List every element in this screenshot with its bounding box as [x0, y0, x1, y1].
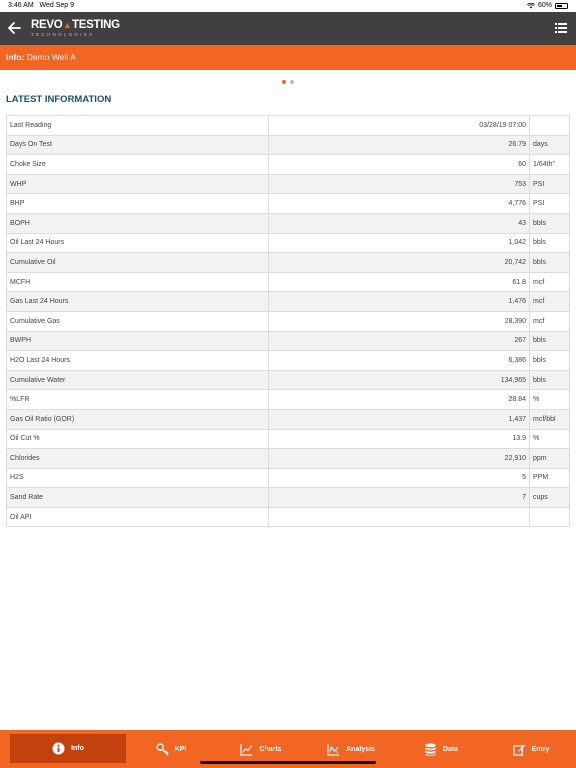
table-row [7, 213, 570, 233]
row-label: Cumulative Water [7, 370, 269, 390]
row-unit: PSI [530, 174, 570, 194]
table-row [7, 390, 570, 410]
row-value: 20,742 [268, 253, 530, 273]
row-value: 267 [268, 331, 530, 351]
row-label: WHP [7, 174, 269, 194]
edit-icon [513, 743, 526, 756]
battery-icon [555, 3, 568, 9]
row-label: BOPH [7, 213, 269, 233]
tab-data[interactable] [396, 730, 486, 768]
row-label: H2O Last 24 Hours [7, 351, 269, 371]
row-label: Chlorides [7, 449, 269, 469]
tab-label: KPI [174, 745, 187, 753]
row-value [268, 507, 530, 527]
row-unit: % [530, 390, 570, 410]
home-indicator [200, 761, 376, 764]
status-time: 3:46 AM [8, 2, 34, 9]
row-label: MCFH [7, 272, 269, 292]
page-dot[interactable] [290, 80, 294, 84]
tab-label: Entry [531, 745, 550, 753]
row-unit: mcf [530, 311, 570, 331]
page-indicator[interactable] [0, 70, 576, 91]
row-value: 03/28/19 07:00 [268, 116, 530, 136]
row-unit: mcf [530, 292, 570, 312]
status-indicators [527, 2, 568, 9]
wifi-icon [527, 3, 535, 9]
table-row [7, 272, 570, 292]
info-icon [52, 742, 65, 755]
tab-entry[interactable] [486, 730, 576, 768]
table-row [7, 155, 570, 175]
row-unit: PPM [530, 468, 570, 488]
tab-info[interactable] [10, 734, 126, 763]
row-label: Last Reading [7, 116, 269, 136]
row-unit: mcf/bbl [530, 409, 570, 429]
table-row [7, 449, 570, 469]
table-row [7, 292, 570, 312]
row-unit: bbls [530, 213, 570, 233]
row-unit: ppm [530, 449, 570, 469]
status-bar [0, 0, 576, 12]
database-icon [424, 743, 437, 756]
table-row [7, 429, 570, 449]
row-value: 4,776 [268, 194, 530, 214]
row-unit [530, 507, 570, 527]
row-value: 134,965 [268, 370, 530, 390]
row-unit: PSI [530, 194, 570, 214]
row-value: 28,390 [268, 311, 530, 331]
table-row [7, 507, 570, 527]
back-arrow-icon[interactable] [6, 20, 22, 36]
table-row [7, 351, 570, 371]
row-label: BHP [7, 194, 269, 214]
row-label: Oil Cut % [7, 429, 269, 449]
row-label: Cumulative Oil [7, 253, 269, 273]
row-unit: % [530, 429, 570, 449]
table-row [7, 370, 570, 390]
key-icon [156, 743, 169, 756]
row-value: 22,910 [268, 449, 530, 469]
table-row [7, 116, 570, 136]
row-value: 753 [268, 174, 530, 194]
row-value: 1,042 [268, 233, 530, 253]
row-unit: days [530, 135, 570, 155]
row-label: Oil Last 24 Hours [7, 233, 269, 253]
row-label: BWPH [7, 331, 269, 351]
info-prefix: Info: [6, 52, 25, 62]
table-row [7, 331, 570, 351]
row-unit: bbls [530, 233, 570, 253]
row-label: Sand Rate [7, 488, 269, 508]
table-row [7, 311, 570, 331]
bottom-tab-bar [0, 730, 576, 768]
row-label: Cumulative Gas [7, 311, 269, 331]
row-label: Days On Test [7, 135, 269, 155]
row-label: Oil API [7, 507, 269, 527]
row-value: 61.8 [268, 272, 530, 292]
tab-label: Data [442, 745, 459, 753]
battery-percent: 60% [537, 2, 552, 9]
section-title: LATEST INFORMATION [6, 94, 112, 105]
info-bar [0, 45, 576, 70]
row-value: 1,437 [268, 409, 530, 429]
table-row [7, 409, 570, 429]
row-value: 13.9 [268, 429, 530, 449]
row-label: H2S [7, 468, 269, 488]
row-unit [530, 116, 570, 136]
tab-label: Info [71, 745, 84, 752]
row-label: Gas Last 24 Hours [7, 292, 269, 312]
table-row [7, 135, 570, 155]
table-row [7, 233, 570, 253]
status-time-date [8, 2, 74, 9]
table-row [7, 174, 570, 194]
table-row [7, 468, 570, 488]
row-value: 26.79 [268, 135, 530, 155]
row-value: 7 [268, 488, 530, 508]
table-row [7, 488, 570, 508]
row-label: %LFR [7, 390, 269, 410]
well-name: Demo Well A [26, 52, 76, 62]
row-unit: bbls [530, 253, 570, 273]
app-header [0, 12, 576, 45]
row-value: 28.84 [268, 390, 530, 410]
row-value: 5 [268, 468, 530, 488]
row-unit: 1/64th" [530, 155, 570, 175]
row-value: 60 [268, 155, 530, 175]
list-menu-icon[interactable] [555, 22, 567, 34]
revo-testing-logo: REVO▲TESTING TECHNOLOGIES [31, 19, 120, 37]
row-value: 1,476 [268, 292, 530, 312]
row-label: Choke Size [7, 155, 269, 175]
tab-label: Analysis [346, 745, 375, 753]
row-value: 6,386 [268, 351, 530, 371]
status-date: Wed Sep 9 [39, 2, 75, 9]
latest-info-table [6, 115, 570, 527]
row-unit: bbls [530, 331, 570, 351]
analysis-chart-icon [327, 743, 340, 756]
line-chart-icon [240, 743, 253, 756]
row-unit: bbls [530, 370, 570, 390]
row-unit: mcf [530, 272, 570, 292]
table-row [7, 194, 570, 214]
tab-label: Charts [259, 745, 282, 753]
table-row [7, 253, 570, 273]
page-dot-active[interactable] [282, 80, 286, 84]
row-value: 43 [268, 213, 530, 233]
row-label: Gas Oil Ratio (GOR) [7, 409, 269, 429]
row-unit: bbls [530, 351, 570, 371]
row-unit: cups [530, 488, 570, 508]
